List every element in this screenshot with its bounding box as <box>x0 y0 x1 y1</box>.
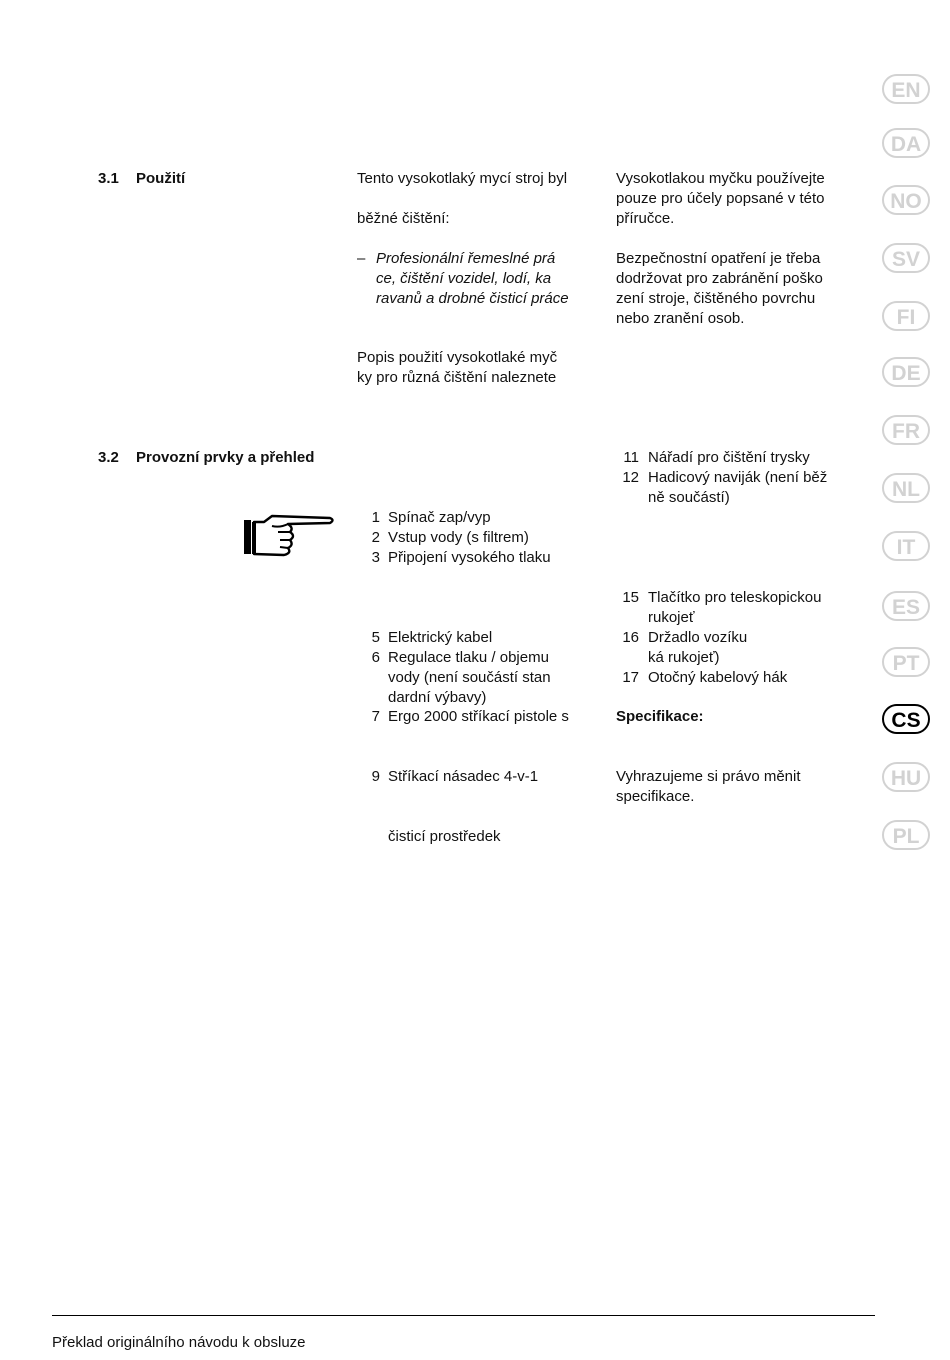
tab-language-hu[interactable]: HU <box>882 762 930 792</box>
item-text: Hadicový naviják (není běž <box>648 469 828 486</box>
tab-language-it[interactable]: IT <box>882 531 930 561</box>
specifications-note: Vyhrazujeme si právo měnit <box>616 768 801 785</box>
usage-line: běžné čištění: <box>357 210 450 227</box>
item-text: rukojeť <box>648 609 695 626</box>
note-line: dodržovat pro zabránění poško <box>616 270 823 287</box>
footer-text: Překlad originálního návodu k obsluze <box>52 1334 306 1351</box>
item-number: 9 <box>371 768 380 785</box>
item-text: Otočný kabelový hák <box>648 669 788 686</box>
tab-language-no[interactable]: NO <box>882 185 930 215</box>
tab-language-sv[interactable]: SV <box>882 243 930 273</box>
item-number: 17 <box>622 669 639 686</box>
note-line: příručce. <box>616 210 675 227</box>
note-line: zení stroje, čištěného povrchu <box>616 290 816 307</box>
item-text: Spínač zap/vyp <box>388 509 491 526</box>
footer-divider <box>52 1315 875 1316</box>
item-text: Vstup vody (s filtrem) <box>388 529 529 546</box>
item-number: 3 <box>371 549 380 566</box>
usage-line: Popis použití vysokotlaké myč <box>357 349 558 366</box>
item-text: vody (není součástí stan <box>388 669 551 686</box>
tab-language-en[interactable]: EN <box>882 74 930 104</box>
tab-language-fi[interactable]: FI <box>882 301 930 331</box>
section-3-2-number: 3.2 <box>98 449 119 466</box>
usage-line: ky pro různá čištění naleznete <box>357 369 557 386</box>
tab-language-fr[interactable]: FR <box>882 415 930 445</box>
item-number: 5 <box>371 629 380 646</box>
usage-line: Tento vysokotlaký mycí stroj byl <box>357 170 568 187</box>
item-number: 6 <box>371 649 380 666</box>
tab-language-nl[interactable]: NL <box>882 473 930 503</box>
specifications-note: specifikace. <box>616 788 695 805</box>
item-text: Držadlo vozíku <box>648 629 748 646</box>
item-text: dardní výbavy) <box>388 689 487 706</box>
item-text: Připojení vysokého tlaku <box>388 549 551 566</box>
item-text: Regulace tlaku / objemu <box>388 649 549 666</box>
item-number: 7 <box>371 708 380 725</box>
section-3-1-title: Použití <box>136 170 186 187</box>
item-number: 15 <box>622 589 639 606</box>
tab-language-pl[interactable]: PL <box>882 820 930 850</box>
usage-italic-line: Profesionální řemeslné prá <box>376 250 556 267</box>
section-3-1-number: 3.1 <box>98 170 119 187</box>
item-text: Elektrický kabel <box>388 629 493 646</box>
usage-italic-line: ce, čištění vozidel, lodí, ka <box>376 270 552 287</box>
item-text: Tlačítko pro teleskopickou <box>648 589 822 606</box>
tab-language-cs[interactable]: CS <box>882 704 930 734</box>
list-dash: – <box>357 250 366 267</box>
pointing-hand-icon <box>242 512 336 558</box>
item-number: 11 <box>623 449 639 466</box>
note-line: Bezpečnostní opatření je třeba <box>616 250 821 267</box>
specifications-heading: Specifikace: <box>616 708 704 725</box>
note-line: Vysokotlakou myčku používejte <box>616 170 825 187</box>
note-line: nebo zranění osob. <box>616 310 745 327</box>
item-text: Stříkací násadec 4-v-1 <box>388 768 539 785</box>
item-number: 1 <box>371 509 380 526</box>
usage-italic-line: ravanů a drobné čisticí práce <box>376 290 569 307</box>
tab-language-es[interactable]: ES <box>882 591 930 621</box>
tab-language-pt[interactable]: PT <box>882 647 930 677</box>
item-text: ně součástí) <box>648 489 730 506</box>
note-line: pouze pro účely popsané v této <box>616 190 825 207</box>
item-text: Nářadí pro čištění trysky <box>648 449 810 466</box>
item-number: 2 <box>371 529 380 546</box>
item-text: ká rukojeť) <box>648 649 720 666</box>
item-number: 16 <box>622 629 639 646</box>
item-text: čisticí prostředek <box>388 828 501 845</box>
section-3-2-title: Provozní prvky a přehled <box>136 449 315 466</box>
item-text: Ergo 2000 stříkací pistole s <box>388 708 569 725</box>
tab-language-da[interactable]: DA <box>882 128 930 158</box>
tab-language-de[interactable]: DE <box>882 357 930 387</box>
item-number: 12 <box>622 469 639 486</box>
